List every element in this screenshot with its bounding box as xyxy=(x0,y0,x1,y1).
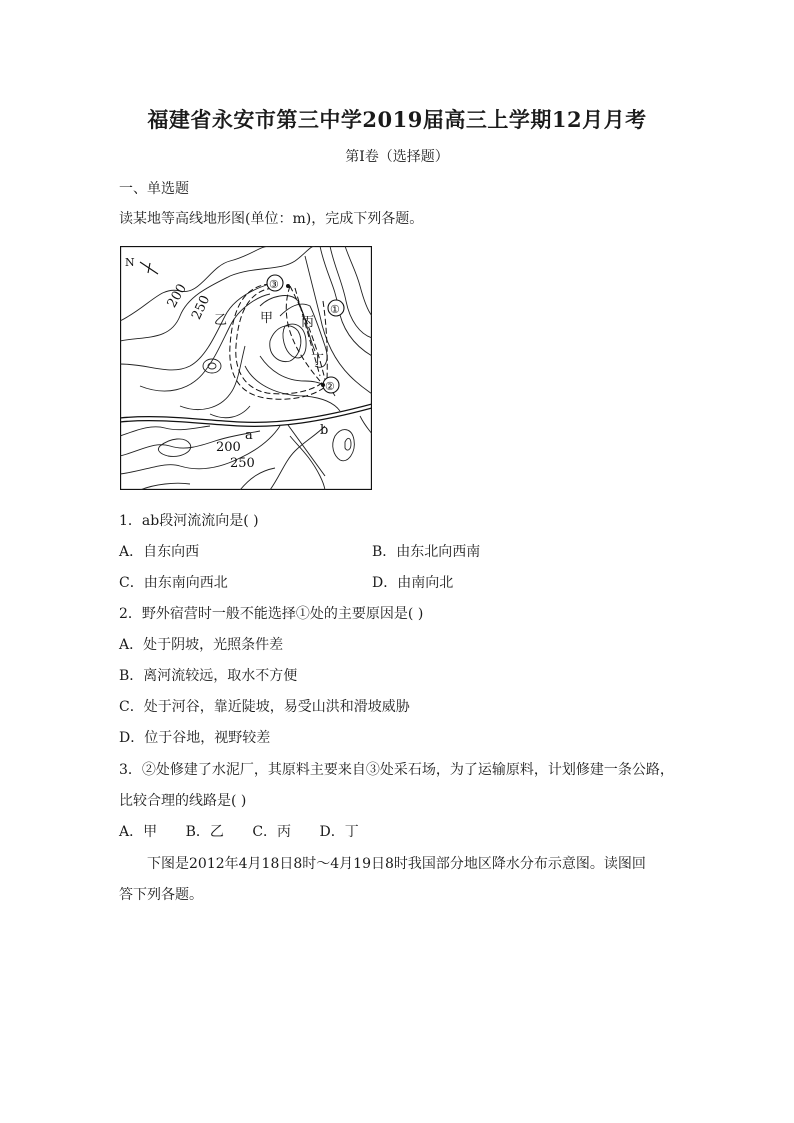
question-1-options-row2 xyxy=(119,572,454,592)
q1-option-a[interactable]: A．自东向西 xyxy=(119,544,200,560)
q2-option-c[interactable]: C．处于河谷，靠近陡坡，易受山洪和滑坡威胁 xyxy=(119,699,410,715)
question-2-stem: 2．野外宿营时一般不能选择①处的主要原因是( ) xyxy=(119,606,424,622)
river-point-a: a xyxy=(245,428,253,443)
q3-option-a[interactable]: A．甲 xyxy=(119,824,158,840)
q3-option-c[interactable]: C．丙 xyxy=(252,824,292,840)
q1-option-d[interactable]: D．由南向北 xyxy=(372,575,454,591)
place-bing: 丙 xyxy=(301,315,315,330)
question-1-options-row1 xyxy=(119,541,481,561)
place-yi: 乙 xyxy=(214,313,228,328)
contour-label-200-lower: 200 xyxy=(216,440,241,455)
question-3-stem-line1: 3．②处修建了水泥厂，其原料主要来自③处采石场，为了运输原料，计划修建一条公路， xyxy=(119,762,674,778)
question-intro: 读某地等高线地形图(单位：m)，完成下列各题。 xyxy=(119,211,424,227)
q2-option-b[interactable]: B．离河流较远，取水不方便 xyxy=(119,668,298,684)
section-subtitle: 第Ⅰ卷（选择题） xyxy=(345,149,449,165)
question-3-stem-line2: 比较合理的线路是( ) xyxy=(119,793,247,809)
point-3: ③ xyxy=(269,278,279,291)
q1-option-b[interactable]: B．由东北向西南 xyxy=(372,544,481,560)
question-3-options xyxy=(119,821,359,841)
contour-label-200-upper: 200 xyxy=(164,281,190,311)
contour-label-250-upper: 250 xyxy=(189,293,214,323)
river-point-b: b xyxy=(320,423,329,438)
place-ding: 丁 xyxy=(311,353,325,368)
section-heading: 一、单选题 xyxy=(119,181,189,197)
contour-map-figure xyxy=(120,246,372,490)
q3-option-b[interactable]: B．乙 xyxy=(185,824,224,840)
q3-option-d[interactable]: D．丁 xyxy=(319,824,359,840)
point-2: ② xyxy=(325,380,335,393)
passage-line2: 答下列各题。 xyxy=(119,887,203,903)
point-1: ① xyxy=(330,303,340,316)
q2-option-d[interactable]: D．位于谷地，视野较差 xyxy=(119,730,271,746)
page-title: 福建省永安市第三中学2019届高三上学期12月月考 xyxy=(147,107,647,132)
question-1-stem: 1．ab段河流流向是( ) xyxy=(119,513,259,529)
q2-option-a[interactable]: A．处于阴坡，光照条件差 xyxy=(119,637,284,653)
place-jia: 甲 xyxy=(260,311,274,326)
contour-map xyxy=(120,246,372,490)
q1-option-c[interactable]: C．由东南向西北 xyxy=(119,575,228,591)
passage-line1: 下图是2012年4月18日8时～4月19日8时我国部分地区降水分布示意图。读图回 xyxy=(147,856,646,872)
contour-label-250-lower: 250 xyxy=(230,456,255,471)
north-label: N xyxy=(125,256,135,269)
